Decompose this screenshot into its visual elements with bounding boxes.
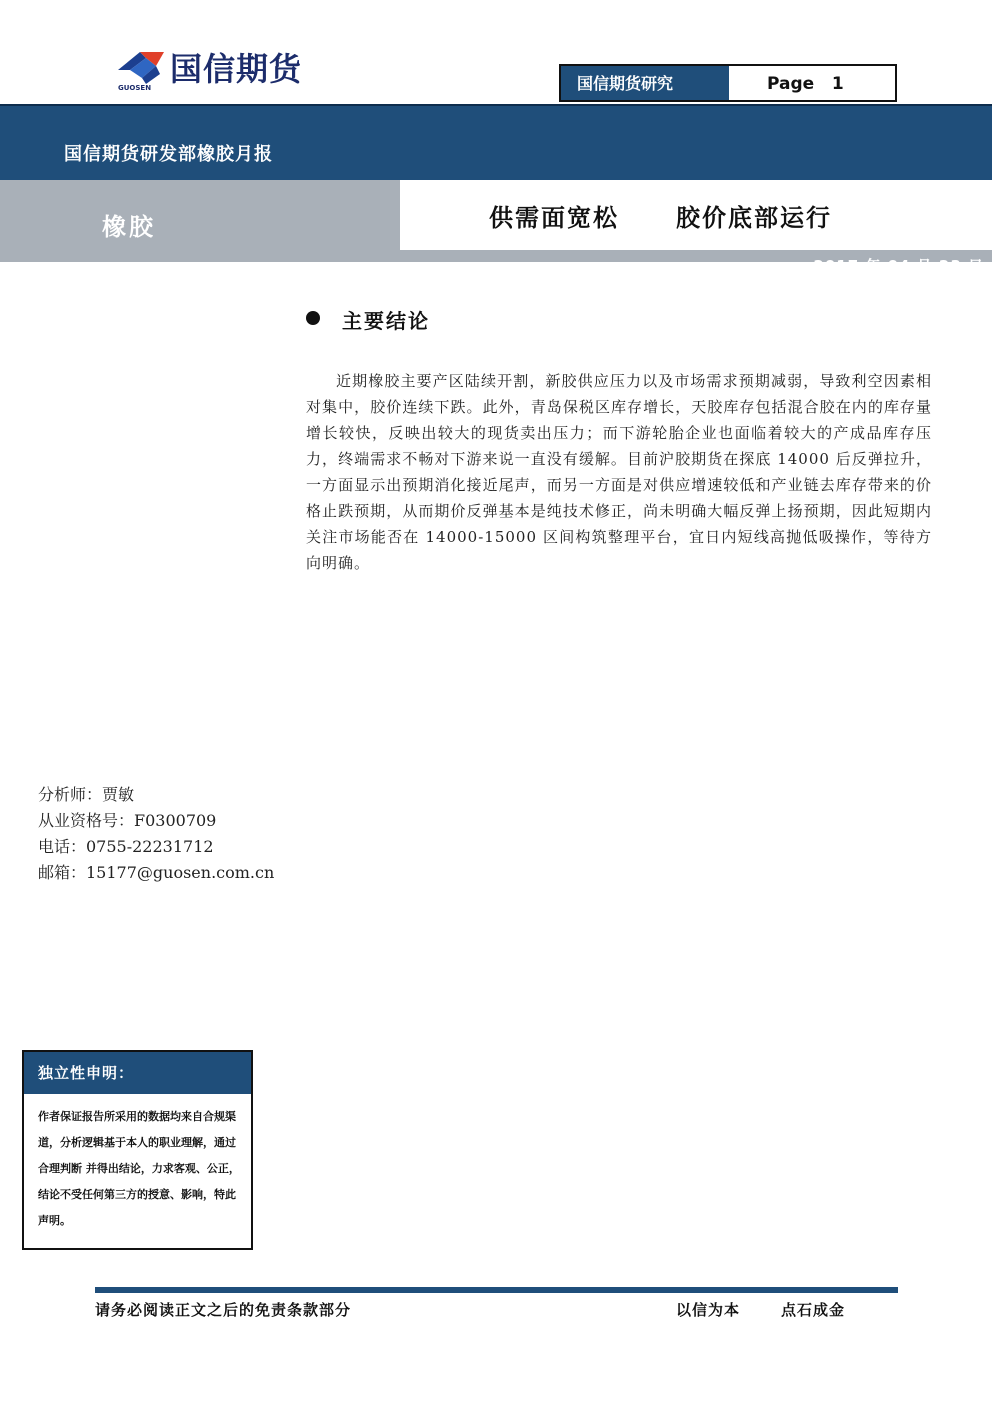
research-label: 国信期货研究 [561,66,729,100]
logo-text: 国信期货 [170,50,303,88]
footer-disclaimer: 请务必阅读正文之后的免责条款部分 [95,1301,352,1319]
headline-part1: 供需面宽松 [489,203,619,232]
declaration-body: 作者保证报告所采用的数据均来自合规渠道，分析逻辑基于本人的职业理解，通过合理判断 并得出结论，力求客观、公正，结论不受任何第三方的授意、影响，特此声明。 [38,1110,240,1227]
company-logo [116,48,346,94]
footer-divider [95,1287,898,1293]
headline-part2: 胶价底部运行 [676,203,832,232]
section-title: 主要结论 [342,309,430,333]
summary-paragraph: 近期橡胶主要产区陆续开割，新胶供应压力以及市场需求预期减弱，导致利空因素相对集中，胶价连续下跌。此外，青岛保税区库存增长，天胶库存包括混合胶在内的库存量增长较快，反映出较大的现货卖出压力；而下游轮胎企业也面临着较大的产成品库存压力，终端需求不畅对下游来说一直没有缓解。目前沪胶期货在探底 14000 后反弹拉升，一方面显示出预期消化接近尾声，而另一方面是对供应增速较低和产业链去库存带来的价格止跌预期，从而期价反弹基本是纯技术修正，尚未明确大幅反弹上扬预期，因此短期内关注市场能否在 14000-15000 区间构筑整理平台，宜日内短线高抛低吸操作，等待方向明确。 [306,372,932,572]
analyst-email: 邮箱：15177@guosen.com.cn [38,863,275,882]
analyst-name: 分析师：贾敏 [38,785,135,804]
footer-slogan-1: 以信为本 [676,1301,741,1319]
bullet-icon [306,311,320,325]
footer-slogan-2: 点石成金 [781,1301,846,1319]
banner-title: 国信期货研发部橡胶月报 [64,144,273,165]
independence-declaration [22,1050,253,1250]
report-label-box [559,64,897,102]
logo-subtext: GUOSEN [118,84,152,92]
analyst-license: 从业资格号：F0300709 [38,811,217,830]
guosen-logo-icon [116,48,166,92]
analyst-phone: 电话：0755-22231712 [38,837,214,856]
declaration-title: 独立性申明： [24,1052,251,1094]
category-label: 橡胶 [102,212,156,241]
category-band [0,180,400,262]
page-number: Page 1 [731,66,895,100]
analyst-info [38,782,274,886]
report-banner [0,104,992,180]
report-date: 2017 年 04 月 23 日 [813,257,984,275]
